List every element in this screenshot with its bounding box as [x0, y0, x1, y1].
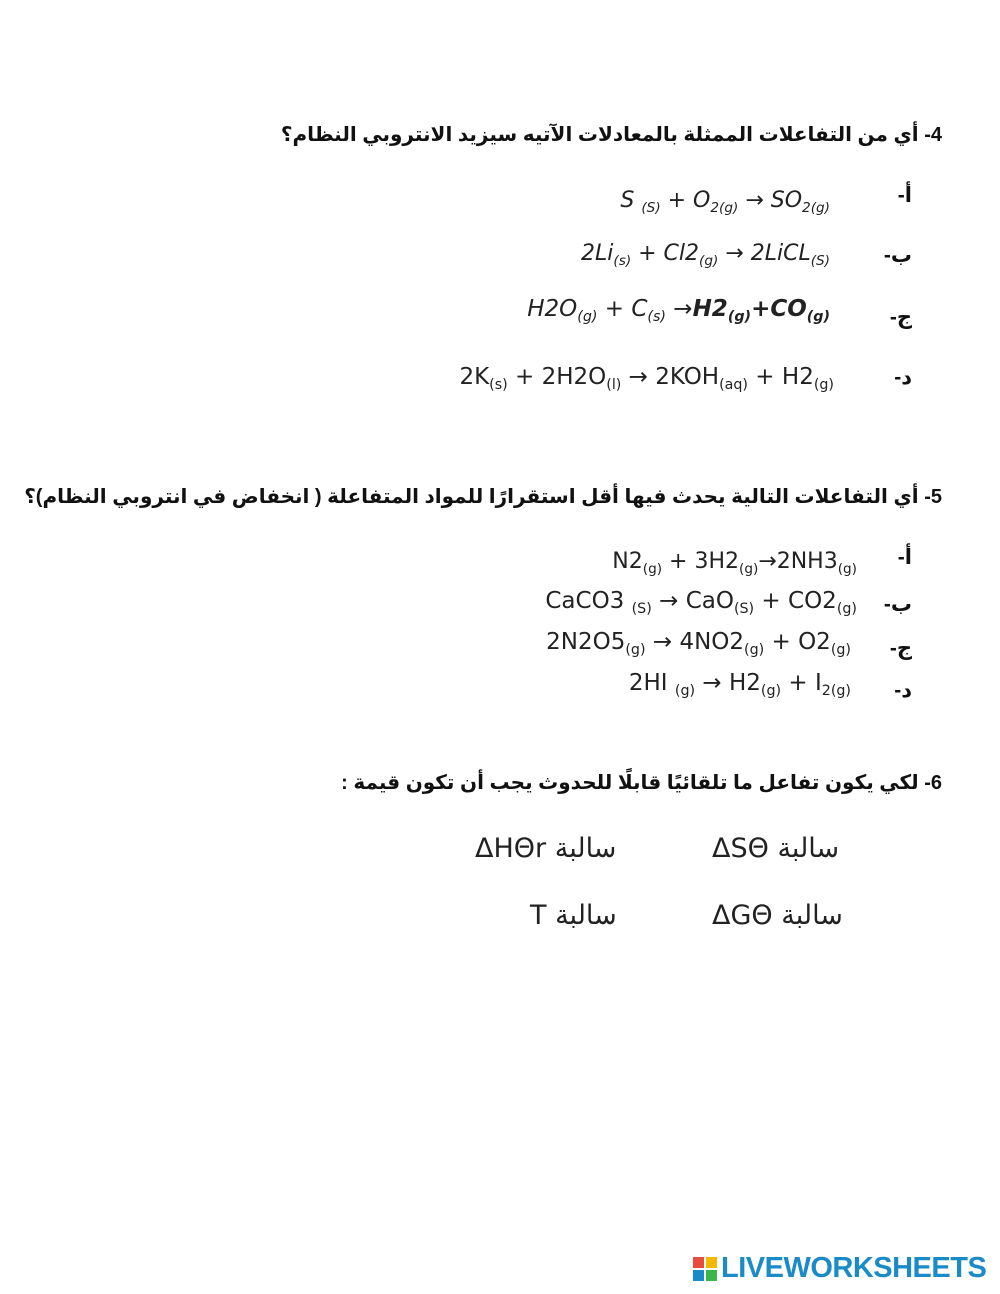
- q5-option-a-letter: أ-: [897, 546, 912, 569]
- q4-option-b-letter: ب-: [883, 244, 912, 267]
- q4-option-c-letter: ج-: [889, 306, 912, 329]
- q4-option-a-equation[interactable]: S $_{(S)} + O_{2(g)} \to SO_{2(g)}$: [620, 188, 830, 216]
- q4-option-c-equation[interactable]: $H2O_{(g)} + C_{(s)} \to H2_{(g)}+CO_{(g)}$: [527, 296, 830, 325]
- q4-option-d-letter: د-: [894, 366, 912, 389]
- q6-option-temperature[interactable]: T سالبة: [530, 900, 617, 931]
- q5-option-c-letter: ج-: [889, 637, 912, 660]
- q5-option-d-letter: د-: [894, 679, 912, 702]
- liveworksheets-logo-icon: [693, 1257, 717, 1281]
- q6-option-delta-g[interactable]: ΔGΘ سالبة: [712, 900, 843, 931]
- q6-option-delta-h[interactable]: ΔHΘr سالبة: [475, 833, 617, 864]
- question-4-title: 4- أي من التفاعلات الممثلة بالمعادلات الآتيه سيزيد الانتروبي النظام؟: [280, 124, 942, 146]
- q4-option-d-equation[interactable]: $2K_{(s)} + 2H2O_{(l)} \to 2KOH_{(aq)} + H2_{(g)}$: [459, 364, 834, 393]
- q4-option-a-letter: أ-: [897, 184, 912, 207]
- question-6-title: 6- لكي يكون تفاعل ما تلقائيًا قابلًا للحدوث يجب أن تكون قيمة :: [341, 772, 942, 794]
- q4-option-b-equation[interactable]: $2Li_{(s)} + Cl2_{(g)}$ → 2LiCL$_{(S)}$: [581, 241, 830, 269]
- q5-option-b-letter: ب-: [883, 593, 912, 616]
- liveworksheets-logo: [693, 1252, 986, 1285]
- brand-text: LIVEWORKSHEETS: [721, 1252, 987, 1284]
- question-5-title: 5- أي التفاعلات التالية يحدث فيها أقل استقرارًا للمواد المتفاعلة ( انخفاض في انتروبي النظام)؟: [24, 486, 942, 508]
- q6-option-delta-s[interactable]: ΔSΘ سالبة: [712, 833, 840, 864]
- q5-option-c-equation[interactable]: $2N2O5_{(g)} \to 4NO2_{(g)} + O2_{(g)}$: [546, 629, 851, 658]
- q5-option-b-equation[interactable]: CaCO3 $_{(S)} \to CaO_{(S)} + CO2_{(g)}$: [545, 588, 857, 617]
- q5-option-d-equation[interactable]: 2HI $_{(g)} \to H2_{(g)} + I_{2(g)}$: [628, 670, 851, 699]
- q5-option-a-equation[interactable]: $N2_{(g)} + 3H2_{(g)}\to 2NH3_{(g)}$: [612, 549, 857, 577]
